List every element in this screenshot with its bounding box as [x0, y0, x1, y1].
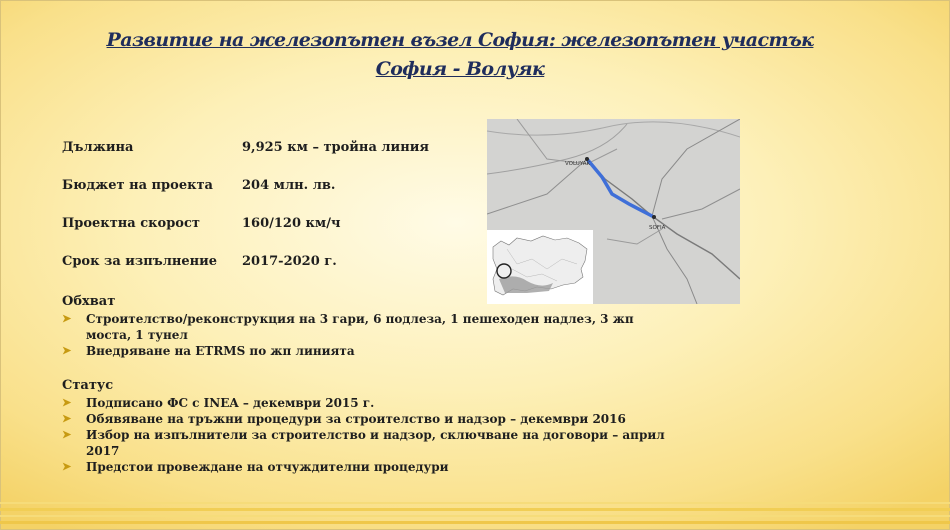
fact-label: Дължина: [62, 140, 134, 155]
list-item: [62, 343, 672, 359]
band-stripe: [0, 508, 950, 511]
scope-heading: Обхват: [62, 294, 116, 309]
decorative-bottom-band: [0, 496, 950, 530]
map-label-voluyak: VOLUYAK: [565, 161, 591, 167]
title-line-2: София - Волуяк: [375, 58, 545, 80]
list-item: [62, 395, 672, 411]
station-marker-sofia: [652, 215, 656, 219]
list-item-text: Подписано ФС с INEA – декември 2015 г.: [86, 396, 375, 410]
arrow-bullet-icon: ➤: [62, 460, 72, 473]
band-stripe: [0, 521, 950, 524]
map-label-sofia: SOFIA: [649, 225, 666, 231]
fact-value: 2017-2020 г.: [242, 254, 337, 269]
band-stripe: [0, 515, 950, 517]
list-item: [62, 311, 672, 343]
list-item: [62, 427, 672, 459]
fact-label: Срок за изпълнение: [62, 254, 218, 269]
arrow-bullet-icon: ➤: [62, 344, 72, 357]
list-item-text: Избор на изпълнители за строителство и надзор, сключване на договори – април 2017: [86, 428, 665, 458]
arrow-bullet-icon: ➤: [62, 312, 72, 325]
fact-value: 9,925 км – тройна линия: [242, 140, 429, 155]
map-image: [487, 119, 740, 304]
status-heading: Статус: [62, 378, 114, 393]
title-line-1: Развитие на железопътен възел София: железопътен участък: [106, 29, 814, 51]
arrow-bullet-icon: ➤: [62, 396, 72, 409]
status-list: [62, 395, 672, 475]
list-item-text: Предстои провеждане на отчуждителни процедури: [86, 460, 449, 474]
arrow-bullet-icon: ➤: [62, 412, 72, 425]
status-section: [62, 378, 672, 475]
list-item-text: Внедряване на ETRMS по жп линията: [86, 344, 355, 358]
list-item-text: Строителство/реконструкция на 3 гари, 6 подлеза, 1 пешеходен надлез, 3 жп моста, 1 тунел: [86, 312, 634, 342]
list-item: [62, 411, 672, 427]
list-item: [62, 459, 672, 475]
route-map: [487, 119, 740, 304]
fact-value: 160/120 км/ч: [242, 216, 341, 231]
fact-label: Проектна скорост: [62, 216, 200, 231]
slide-title: [70, 26, 850, 84]
arrow-bullet-icon: ➤: [62, 428, 72, 441]
scope-list: [62, 311, 672, 359]
band-stripe: [0, 502, 950, 504]
fact-label: Бюджет на проекта: [62, 178, 213, 193]
fact-value: 204 млн. лв.: [242, 178, 336, 193]
list-item-text: Обявяване на тръжни процедури за строителство и надзор – декември 2016: [86, 412, 626, 426]
